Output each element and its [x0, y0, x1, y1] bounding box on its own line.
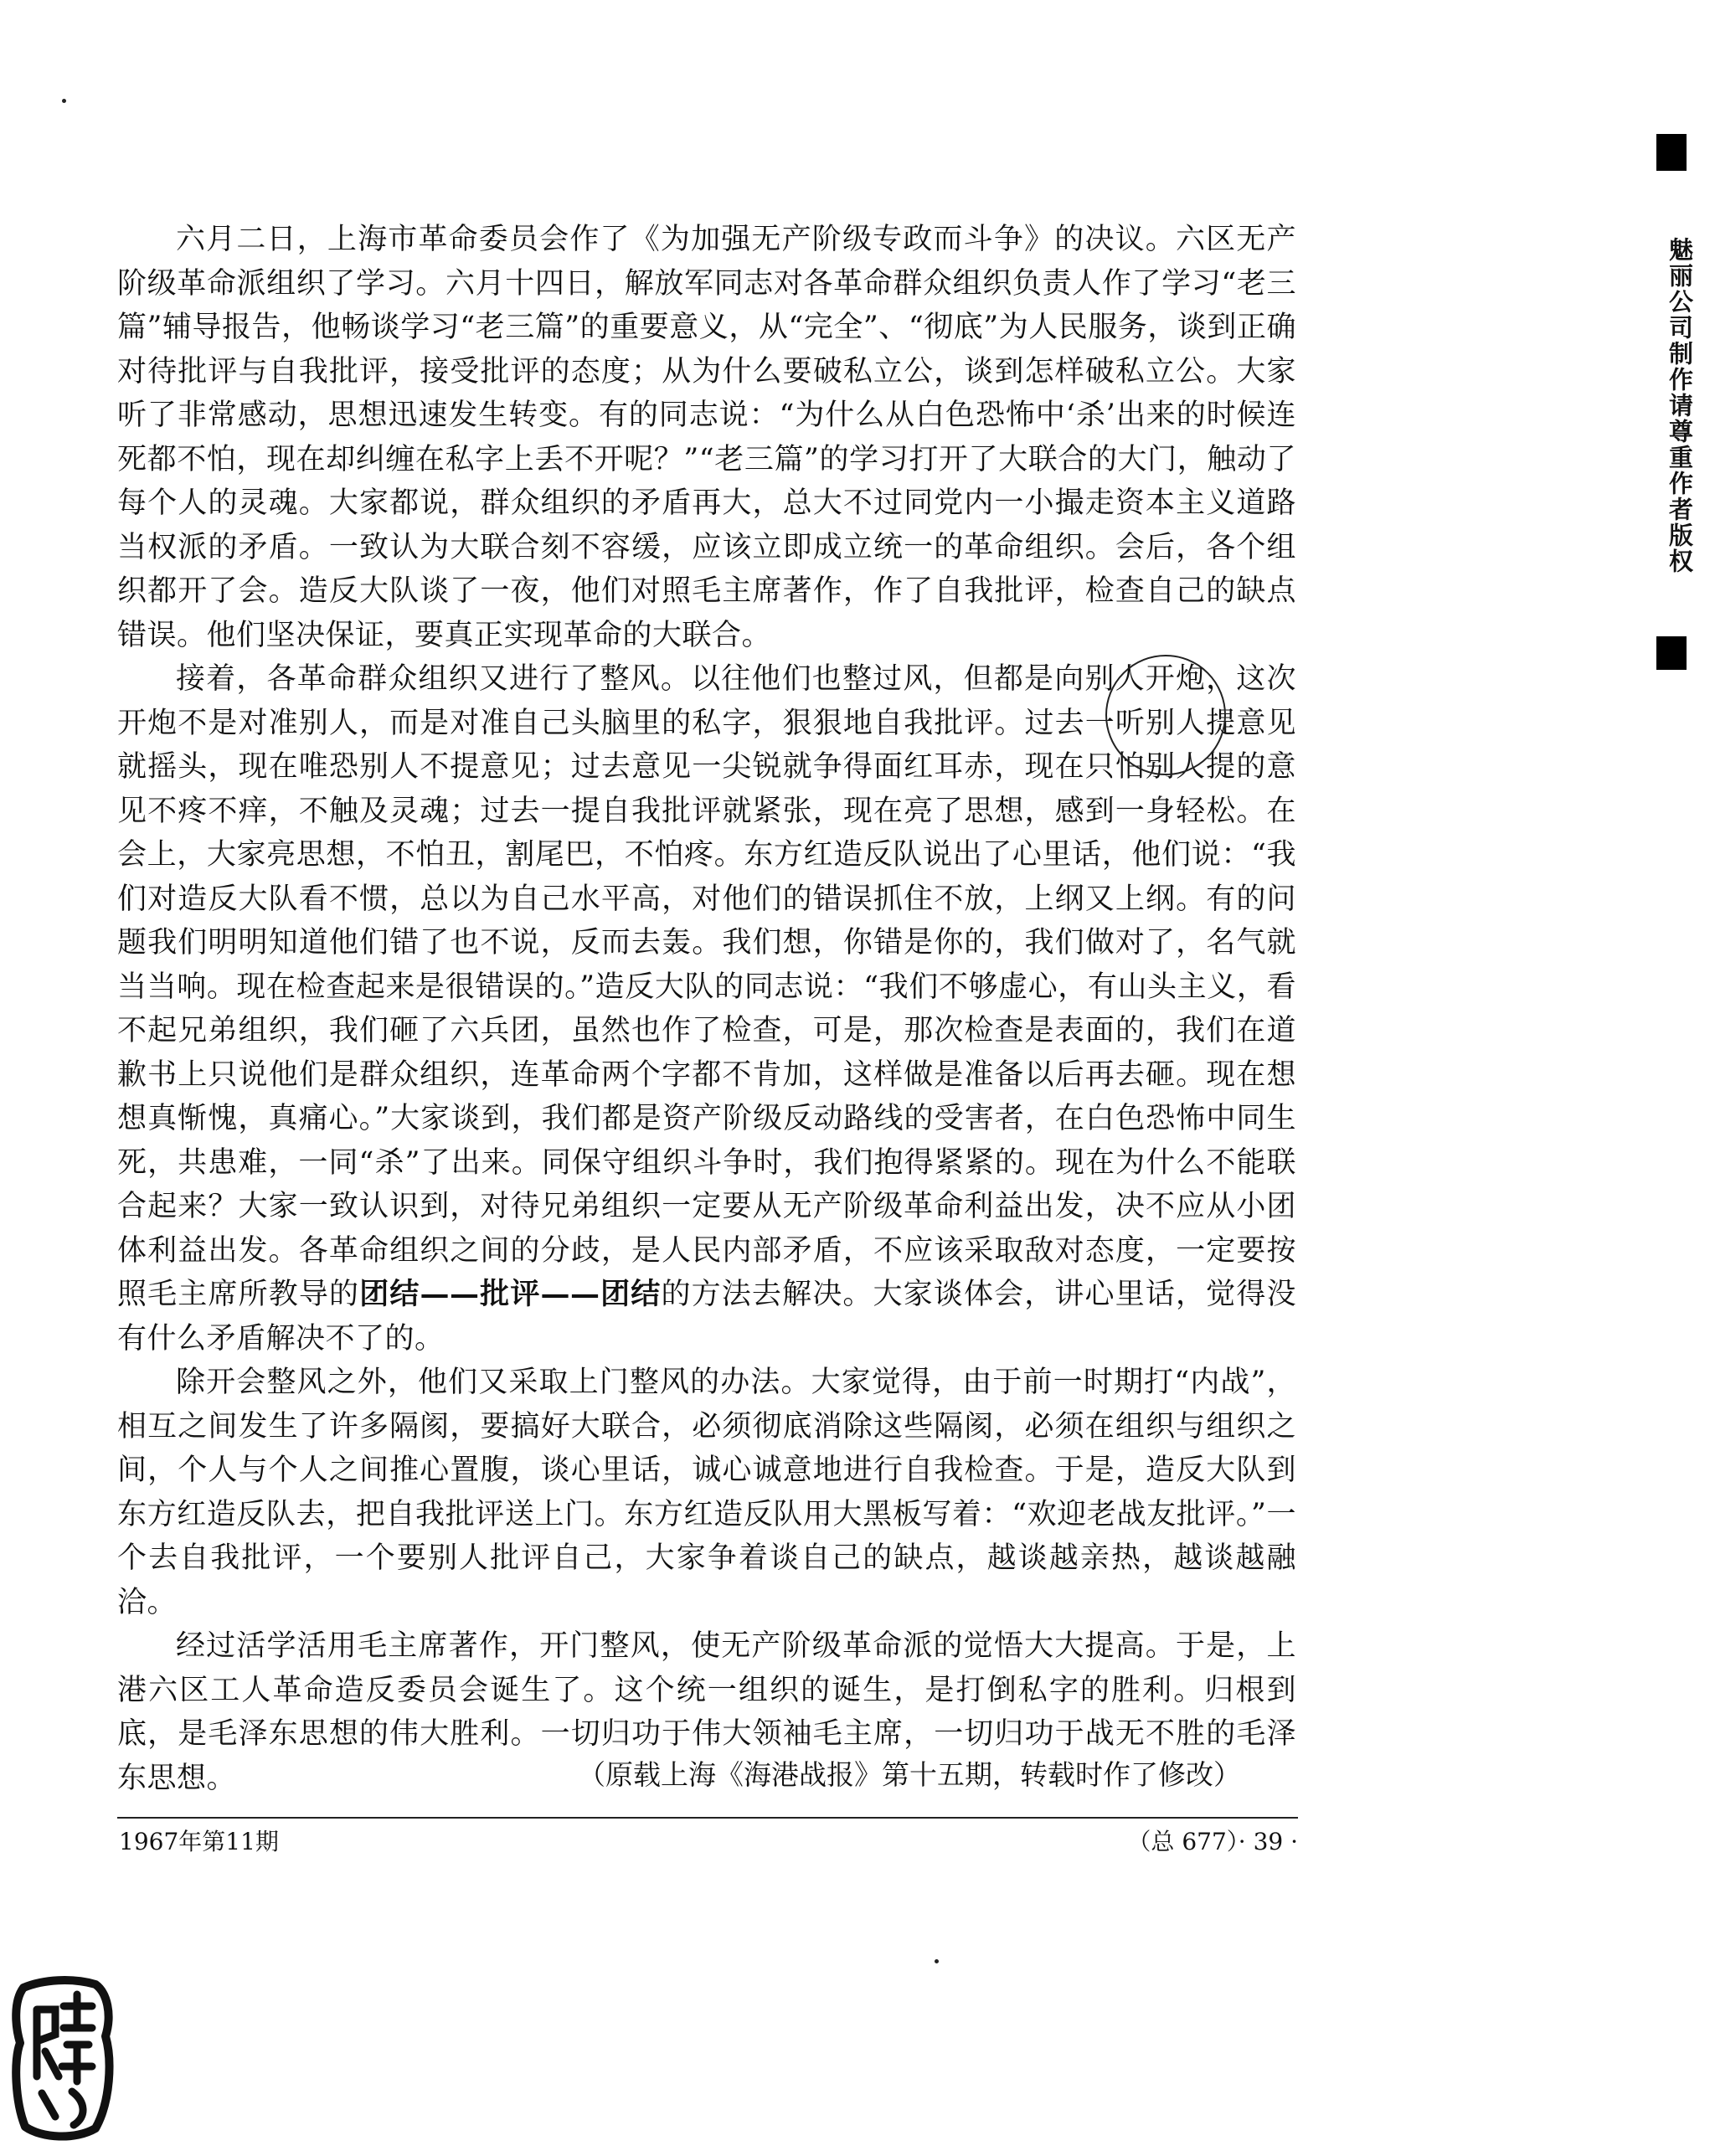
watermark-bar-top	[1656, 134, 1687, 171]
footer-issue: 1967年第11期	[119, 1828, 279, 1855]
paragraph-2	[117, 657, 1296, 1361]
source-citation: （原载上海《海港战报》第十五期，转载时作了修改）	[578, 1758, 1241, 1791]
speck	[935, 1959, 939, 1963]
paragraph-4: 经过活学活用毛主席著作，开门整风，使无产阶级革命派的觉悟大大提高。于是，上港六区工人革命造反委员会诞生了。这个统一组织的诞生，是打倒私字的胜利。归根到底，是毛泽东思想的伟大胜利。一切归功于伟大领袖毛主席，一切归功于战无不胜的毛泽东思想。	[117, 1629, 1296, 1795]
watermark-strip	[1648, 134, 1695, 670]
paragraph-3: 除开会整风之外，他们又采取上门整风的办法。大家觉得，由于前一时期打“内战”，相互之间发生了许多隔阂，要搞好大联合，必须彻底消除这些隔阂，必须在组织与组织之间，个人与个人之间推心置腹，谈心里话，诚心诚意地进行自我检查。于是，造反大队到东方红造反队去，把自我批评送上门。东方红造反队用大黑板写着：“欢迎老战友批评。”一个去自我批评，一个要别人批评自己，大家争着谈自己的缺点，越谈越亲热，越谈越融洽。	[117, 1366, 1296, 1619]
paragraph-1: 六月二日，上海市革命委员会作了《为加强无产阶级专政而斗争》的决议。六区无产阶级革命派组织了学习。六月十四日，解放军同志对各革命群众组织负责人作了学习“老三篇”辅导报告，他畅谈学习“老三篇”的重要意义，从“完全”、“彻底”为人民服务，谈到正确对待批评与自我批评，接受批评的态度；从为什么要破私立公，谈到怎样破私立公。大家听了非常感动，思想迅速发生转变。有的同志说：“为什么从白色恐怖中‘杀’出来的时候连死都不怕，现在却纠缠在私字上丢不开呢？”“老三篇”的学习打开了大联合的大门，触动了每个人的灵魂。大家都说，群众组织的矛盾再大，总大不过同党内一小撮走资本主义道路当权派的矛盾。一致认为大联合刻不容缓，应该立即成立统一的革命组织。会后，各个组织都开了会。造反大队谈了一夜，他们对照毛主席著作，作了自我批评，检查自己的缺点错误。他们坚决保证，要真正实现革命的大联合。	[117, 223, 1296, 652]
paragraph-2-emphasis: 团结——批评——团结	[359, 1277, 662, 1311]
article-body	[117, 218, 1296, 1800]
footer-page-number: （总 677）· 39 ·	[1127, 1828, 1298, 1855]
paragraph-2-tail: 的方法去解决。大家谈体会，讲心里话，觉得没有什么矛盾解决不了的。	[117, 1278, 1296, 1356]
seal-stamp-icon	[8, 1976, 117, 2143]
seal-stamp	[8, 1976, 117, 2147]
footer-rule	[117, 1817, 1298, 1819]
paragraph-2-text: 接着，各革命群众组织又进行了整风。以往他们也整过风，但都是向别人开炮，这次开炮不是对准别人，而是对准自己头脑里的私字，狠狠地自我批评。过去一听别人提意见就摇头，现在唯恐别人不提意见；过去意见一尖锐就争得面红耳赤，现在只怕别人提的意见不疼不痒，不触及灵魂；过去一提自我批评就紧张，现在亮了思想，感到一身轻松。在会上，大家亮思想，不怕丑，割尾巴，不怕疼。东方红造反队说出了心里话，他们说：“我们对造反大队看不惯，总以为自己水平高，对他们的错误抓住不放，上纲又上纲。有的问题我们明明知道他们错了也不说，反而去轰。我们想，你错是你的，我们做对了，名气就当当响。现在检查起来是很错误的。”造反大队的同志说：“我们不够虚心，有山头主义，看不起兄弟组织，我们砸了六兵团，虽然也作了检查，可是，那次检查是表面的，我们在道歉书上只说他们是群众组织，连革命两个字都不肯加，这样做是准备以后再去砸。现在想想真惭愧，真痛心。”大家谈到，我们都是资产阶级反动路线的受害者，在白色恐怖中同生死，共患难，一同“杀”了出来。同保守组织斗争时，我们抱得紧紧的。现在为什么不能联合起来？大家一致认识到，对待兄弟组织一定要从无产阶级革命利益出发，决不应从小团体利益出发。各革命组织之间的分歧，是人民内部矛盾，不应该采取敌对态度，一定要按照毛主席所教导的	[117, 662, 1296, 1311]
watermark-bar-bottom	[1656, 636, 1687, 670]
watermark-text: 魅丽公司制作请尊重作者版权	[1666, 236, 1694, 574]
speck	[62, 99, 66, 103]
hand-drawn-circle	[1105, 655, 1226, 775]
